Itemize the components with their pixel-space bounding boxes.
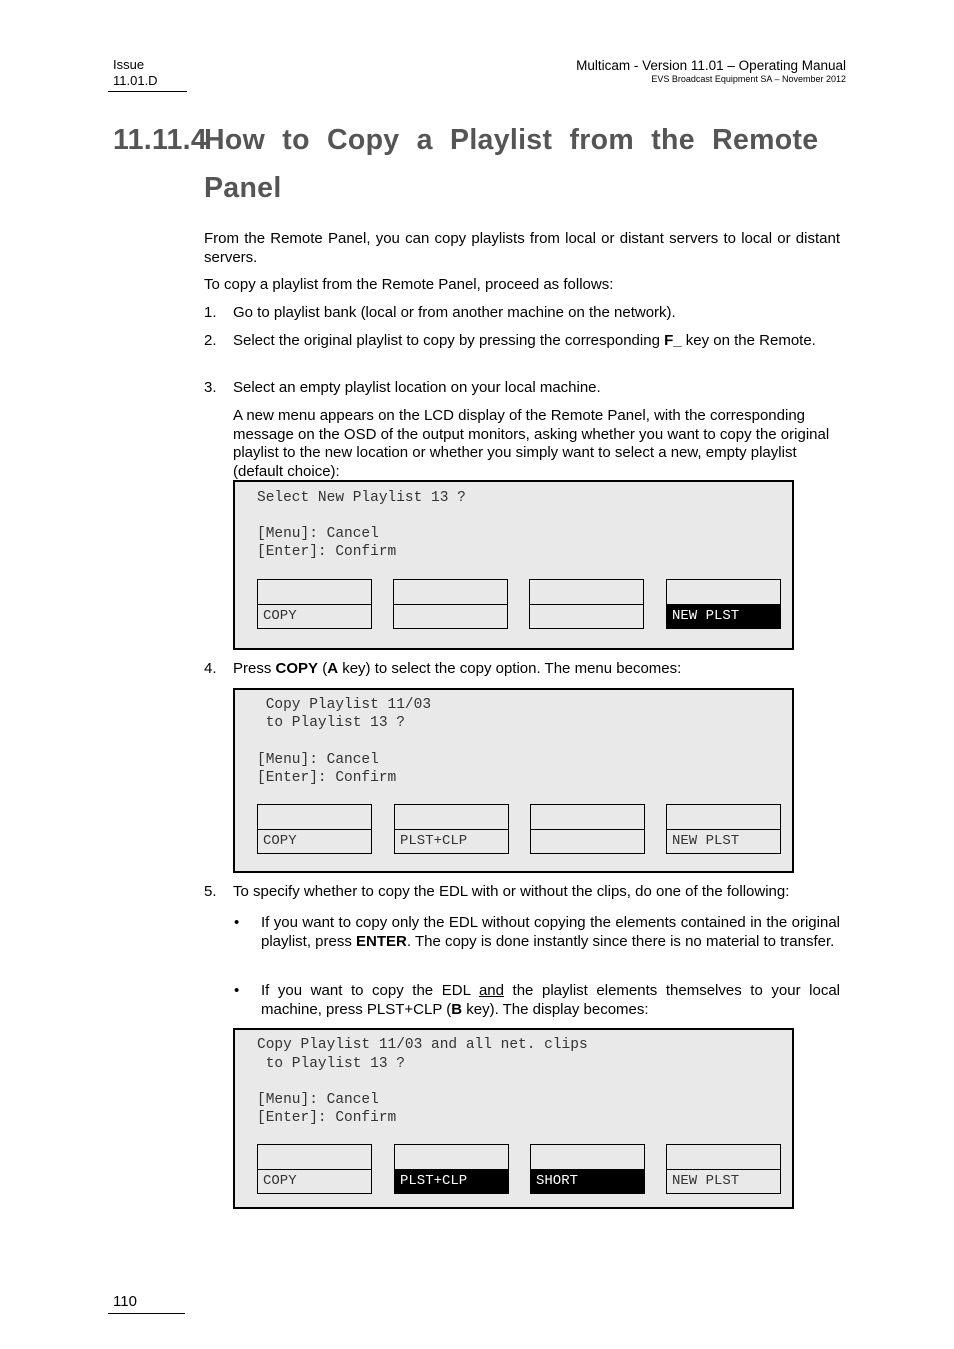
softkey-c[interactable] [530,804,645,854]
lcd-line: [Enter]: Confirm [257,1110,397,1126]
manual-title: Multicam - Version 11.01 – Operating Manual [576,58,846,73]
lcd-line: [Enter]: Confirm [257,770,397,786]
softkey-d[interactable] [666,804,781,854]
step-5-number: 5. [204,883,217,900]
lcd-line: [Menu]: Cancel [257,526,379,542]
bullet-2-symbol: • [234,982,240,999]
section-title-line1: How to Copy a Playlist from the Remote [204,124,819,156]
section-heading [113,116,833,212]
softkey-label: NEW PLST [667,604,780,628]
softkey-d[interactable] [666,579,781,629]
step-2-number: 2. [204,332,217,349]
softkey-c[interactable] [529,579,644,629]
bullet-1-symbol: • [234,914,240,931]
intro-paragraph: From the Remote Panel, you can copy playlists from local or distant servers to local or distant servers. [204,230,840,266]
intro-lead: To copy a playlist from the Remote Panel, proceed as follows: [204,276,614,293]
step-3-note: A new menu appears on the LCD display of the Remote Panel, with the corresponding message on the OSD of the output monitors, asking whether you want to copy the original playlist to the new location or whether you simply want to select a new, empty playlist (default choice): [233,407,830,480]
softkey-label [531,829,644,853]
softkey-label: PLST+CLP [400,833,468,849]
step-2-text: Select the original playlist to copy by pressing the corresponding F_ key on the Remote. [233,332,816,349]
step-3-text: Select an empty playlist location on your local machine. [233,379,601,396]
softkey-d[interactable] [666,1144,781,1194]
step-1-text: Go to playlist bank (local or from another machine on the network). [233,304,676,321]
step-5-text: To specify whether to copy the EDL with or without the clips, do one of the following: [233,883,790,900]
lcd-line: Copy Playlist 11/03 [257,697,432,713]
step-3-number: 3. [204,379,217,396]
section-number: 11.11.4 [113,124,208,156]
lcd-line: to Playlist 13 ? [257,1056,405,1072]
softkey-b[interactable] [394,1144,509,1194]
softkey-a[interactable] [257,1144,372,1194]
lcd-line: to Playlist 13 ? [257,715,405,731]
softkey-label: COPY [263,608,297,624]
lcd-line: [Menu]: Cancel [257,1092,379,1108]
step-1-number: 1. [204,304,217,321]
header-manual [576,58,846,85]
f-key: F_ [664,332,682,349]
softkey-label: NEW PLST [672,833,740,849]
softkey-label [394,604,507,628]
softkey-a[interactable] [257,579,372,629]
softkey-label: PLST+CLP [395,1169,508,1193]
softkey-label [530,604,643,628]
issue-number: 11.01.D [113,73,158,88]
softkey-c[interactable] [530,1144,645,1194]
softkey-label: SHORT [531,1169,644,1193]
section-title-line2: Panel [204,172,282,204]
step-4-text: Press COPY (A key) to select the copy option. The menu becomes: [233,660,682,677]
lcd-display-select-new [233,480,794,650]
issue-label: Issue [113,57,145,72]
bullet-1-text: If you want to copy only the EDL without copying the elements contained in the original playlist, press ENTER. The copy is done instantly since there is no material to transfer. [261,914,840,950]
header-rule [108,91,187,92]
page-number: 110 [113,1293,137,1310]
lcd-line: [Enter]: Confirm [257,544,397,560]
softkey-a[interactable] [257,804,372,854]
lcd-line: Select New Playlist 13 ? [257,490,466,506]
softkey-b[interactable] [394,804,509,854]
publisher: EVS Broadcast Equipment SA – November 2012 [651,74,846,84]
softkey-label: NEW PLST [672,1173,740,1189]
softkey-b[interactable] [393,579,508,629]
footer-rule [108,1313,185,1314]
softkey-label: COPY [263,833,297,849]
lcd-display-copy-playlist [233,688,794,873]
step-4-number: 4. [204,660,217,677]
bullet-2-text: If you want to copy the EDL and the playlist elements themselves to your local machine, press PLST+CLP (B key). The display becomes: [261,982,840,1018]
lcd-display-copy-with-clips [233,1028,794,1209]
lcd-line: [Menu]: Cancel [257,752,379,768]
lcd-line: Copy Playlist 11/03 and all net. clips [257,1037,588,1053]
softkey-label: COPY [263,1173,297,1189]
header-issue [113,57,158,89]
